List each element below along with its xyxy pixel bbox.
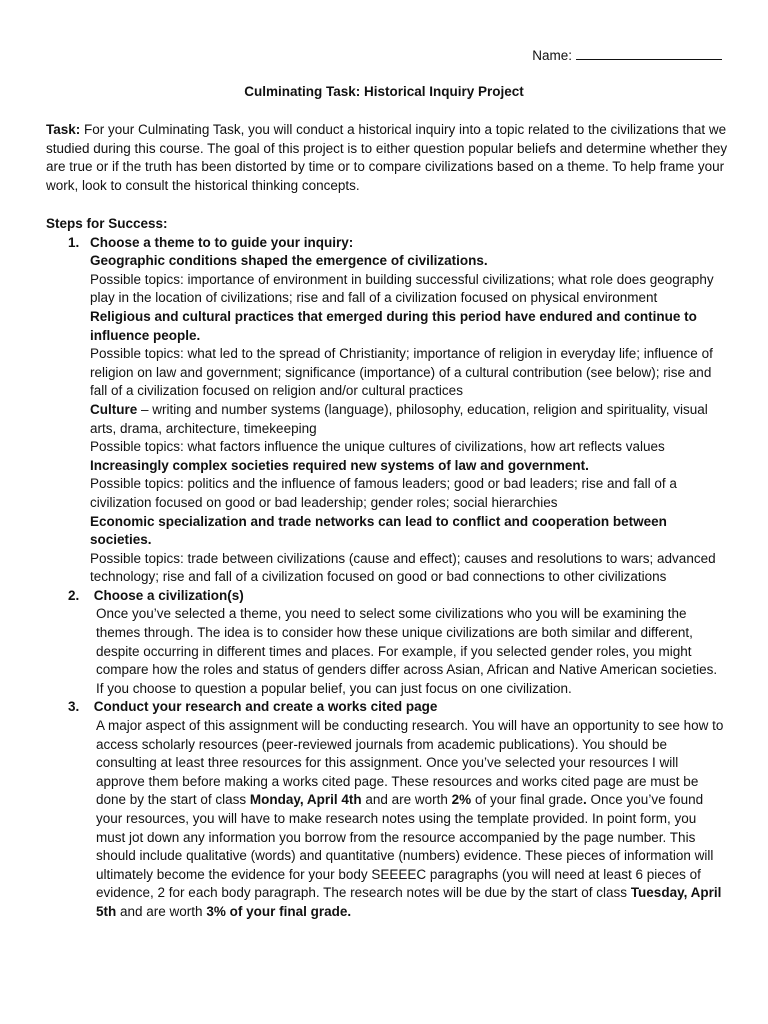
step-1-heading [46,234,728,253]
culture-text: – writing and number systems (language), philosophy, education, religion and spirituality, visual arts, drama, architecture, timekeeping [90,401,708,436]
steps-heading: Steps for Success: [46,216,168,231]
theme-1-title: Geographic conditions shaped the emergence of civilizations. [90,253,488,269]
step-3-text-a: A major aspect of this assignment will be conducting research. You will have an opportunity to see how to access scholarly resources (peer-reviewed journals from academic publications). You should be consulting at least three resources for this assignment. Once you’ve selected your resources I will approve them before making a works cited page. These resources and works cited page are must be done by the start of class [96,718,724,808]
step-3-text-c: of your final grade [471,792,584,808]
task-text: For your Culminating Task, you will conduct a historical inquiry into a topic related to the civilizations that we studied during this course. The goal of this project is to either question popular beliefs and determine whether they are true or if the truth has been distorted by time or to compare civilizations based on a theme. To help frame your work, look to consult the historical thinking concepts. [46,122,728,193]
name-blank-line [576,46,722,60]
name-label: Name: [532,48,572,63]
step-3-date-2: Tuesday, April 5th [96,885,722,919]
task-label: Task: [46,122,81,137]
step-1-title: Choose a theme to to guide your inquiry: [90,234,354,250]
step-2-heading [46,587,728,606]
step-3-number: 3. [68,699,80,715]
step-2-title: Choose a civilization(s) [93,587,244,603]
theme-2-title: Religious and cultural practices that emerged during this period have endured and continue to influence people. [90,308,697,343]
steps-section [46,215,728,922]
step-2-number: 2. [68,587,80,603]
step-3-date-1: Monday, April 4th [249,792,362,808]
step-3-percent-2: 3% of your final grade. [206,903,352,919]
step-2-body [96,605,728,698]
step-3-text-d: Once you’ve found your resources, you will have to make research notes using the template provided. In point form, you must jot down any information you borrow from the resource accompanied by the page number. This should include qualitative (words) and quantitative (numbers) evidence. These pieces of information will ultimately become the evidence for your body SEEEEC paragraphs (you will need at least 6 pieces of evidence, 2 for each body paragraph. The research notes will be due by the start of class [96,792,714,901]
step-3-text-e: and are worth [116,903,207,919]
theme-3-topics: Possible topics: politics and the influence of famous leaders; good or bad leaders; rise and fall of a civilization focused on good or bad leadership; gender roles; social hierarchies [90,476,677,510]
page-title: Culminating Task: Historical Inquiry Project [244,84,524,99]
culture-label: Culture [90,401,138,417]
theme-4-title: Economic specialization and trade networks can lead to conflict and cooperation between societies. [90,513,667,548]
step-3-period: . [583,792,587,808]
theme-1-topics: Possible topics: importance of environment in building successful civilizations; what role does geography play in the location of civilizations; rise and fall of a civilization focused on physical environment [90,271,714,306]
theme-3-title: Increasingly complex societies required new systems of law and government. [90,457,589,473]
step-1-body [90,252,728,587]
theme-4-topics: Possible topics: trade between civilizations (cause and effect); causes and resolutions to wars; advanced technology; rise and fall of a civilization focused on good or bad connections to other civilizations [90,550,716,585]
step-3-text [96,717,728,922]
step-1-number: 1. [68,234,80,250]
step-3-percent-1: 2% [451,792,472,808]
theme-2-topics: Possible topics: what led to the spread of Christianity; importance of religion in everyday life; influence of religion on law and government; significance (importance) of a cultural contribution (see below); rise and fall of a civilization focused on religion and/or cultural practices [90,346,713,399]
step-3-text-b: and are worth [361,792,452,808]
step-3-heading [46,698,728,717]
step-2-text: Once you’ve selected a theme, you need to select some civilizations who you will be examining the themes through. The idea is to consider how these unique civilizations are both similar and different, despite occurring in different times and places. For example, if you selected gender roles, you might compare how the roles and status of genders differ across Asian, African and Native American societies. If you choose to question a popular belief, you can just focus on one civilization. [96,606,718,696]
culture-topics: Possible topics: what factors influence the unique cultures of civilizations, how art reflects values [90,439,665,455]
task-paragraph [46,121,728,195]
step-3-title: Conduct your research and create a works cited page [93,699,438,715]
name-field [532,46,722,66]
step-3-body [96,717,728,922]
culture-definition [90,401,728,438]
